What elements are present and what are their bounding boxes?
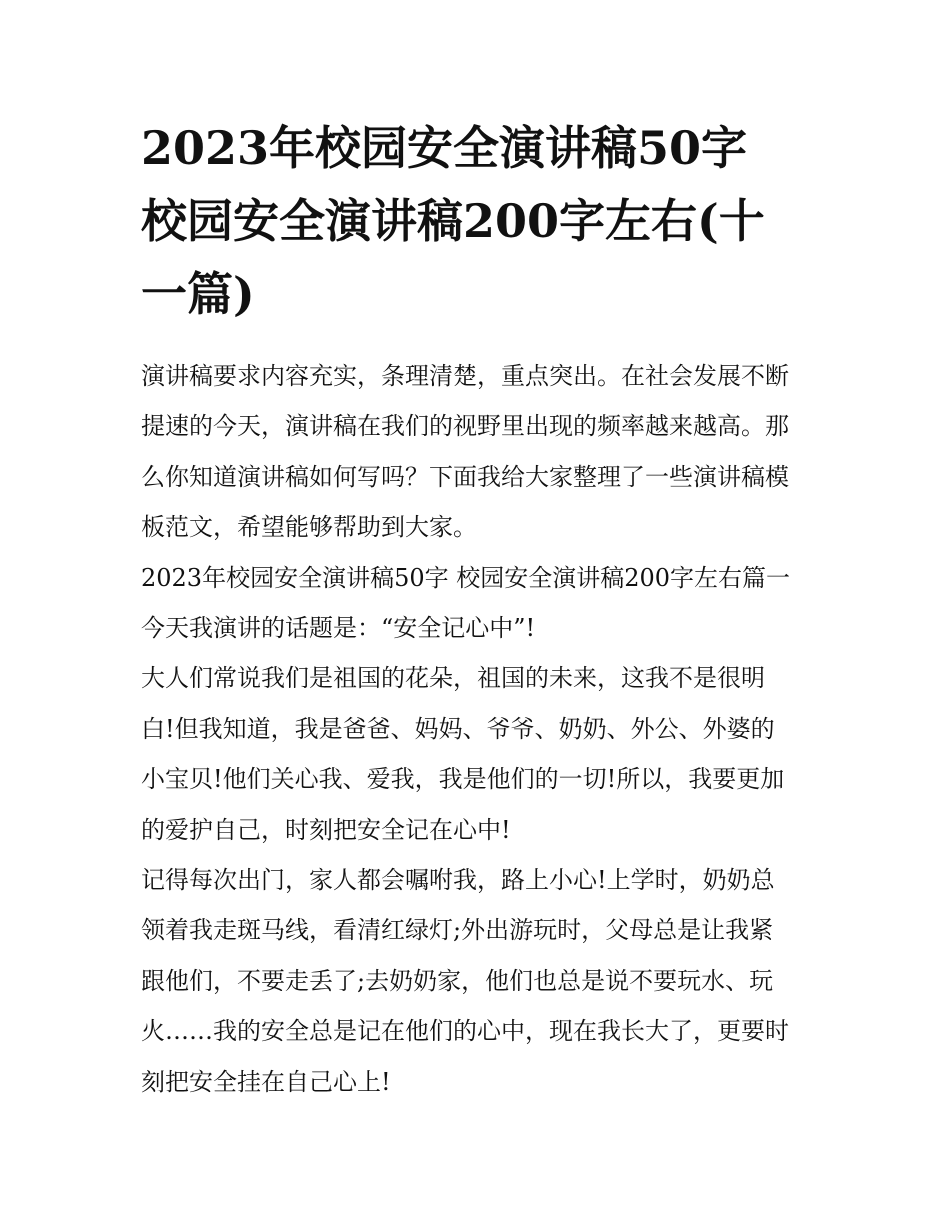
text-line: 提速的今天，演讲稿在我们的视野里出现的频率越来越高。那 (141, 412, 789, 441)
text-line: 么你知道演讲稿如何写吗？下面我给大家整理了一些演讲稿模 (141, 462, 789, 491)
document-page (141, 112, 813, 1107)
body-paragraph (141, 653, 813, 855)
document-title (141, 112, 813, 331)
text-line: 白!但我知道，我是爸爸、妈妈、爷爷、奶奶、外公、外婆的 (141, 714, 775, 743)
text-line: 板范文，希望能够帮助到大家。 (141, 513, 477, 542)
title-line-1: 2023年校园安全演讲稿50字 (141, 121, 748, 175)
text-line: 刻把安全挂在自己心上! (141, 1067, 391, 1096)
text-line: 领着我走斑马线，看清红绿灯;外出游玩时，父母总是让我紧 (141, 916, 774, 945)
text-line: 记得每次出门，家人都会嘱咐我，路上小心!上学时，奶奶总 (141, 866, 775, 895)
text-line: 的爱护自己，时刻把安全记在心中! (141, 815, 511, 844)
text-line: 演讲稿要求内容充实，条理清楚，重点突出。在社会发展不断 (141, 362, 789, 390)
text-line: 今天我演讲的话题是：“安全记心中”! (141, 614, 536, 643)
intro-paragraph (141, 351, 813, 553)
section-heading-paragraph (141, 553, 813, 603)
text-line: 2023年校园安全演讲稿50字 校园安全演讲稿200字左右篇一 (141, 563, 791, 592)
text-line: 小宝贝!他们关心我、爱我，我是他们的一切!所以，我要更加 (141, 765, 785, 794)
text-line: 大人们常说我们是祖国的花朵，祖国的未来，这我不是很明 (141, 664, 765, 693)
document-body (141, 351, 813, 1107)
text-line: 跟他们，不要走丢了;去奶奶家，他们也总是说不要玩水、玩 (141, 966, 774, 995)
topic-paragraph (141, 603, 813, 653)
body-paragraph (141, 855, 813, 1107)
text-line: 火……我的安全总是记在他们的心中，现在我长大了，更要时 (141, 1017, 789, 1046)
title-line-3: 一篇) (141, 267, 255, 321)
title-line-2: 校园安全演讲稿200字左右(十 (141, 194, 765, 248)
